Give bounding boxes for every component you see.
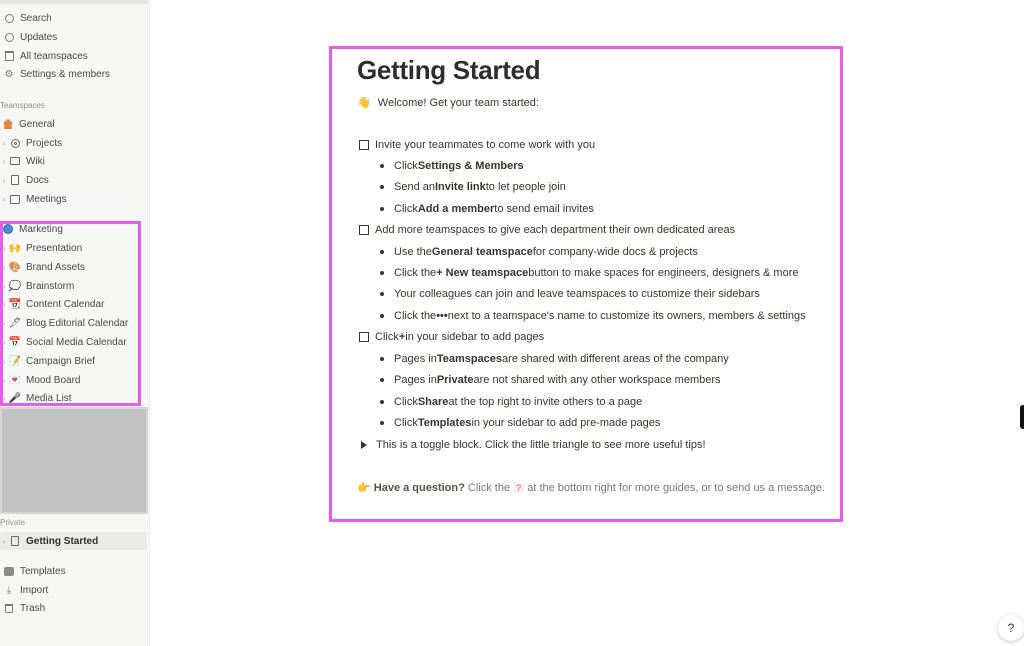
chevron-right-icon[interactable]: › <box>2 156 6 166</box>
page-title[interactable]: Getting Started <box>357 55 541 85</box>
sidebar-item-label: Meetings <box>26 193 67 205</box>
teamspaces-heading: Teamspaces <box>0 101 45 110</box>
chevron-right-icon[interactable]: › <box>2 337 6 347</box>
todo-checkbox[interactable] <box>359 140 369 150</box>
list-text: are shared with different areas of the company <box>502 353 729 365</box>
chevron-right-icon[interactable]: › <box>2 243 6 253</box>
house-icon <box>1 117 15 131</box>
list-text: Click the <box>394 267 437 279</box>
list-text: Send an <box>394 181 435 193</box>
clock-icon <box>2 30 16 44</box>
todo-text: Add more teamspaces to give each department their own dedicated areas <box>375 224 736 236</box>
list-text: are not shared with any other workspace members <box>473 374 721 386</box>
gear-icon: ⚙ <box>4 68 14 80</box>
sidebar-item-label: Projects <box>26 137 63 149</box>
list-text: Pages in <box>394 374 437 386</box>
sidebar-item-label: Media List <box>26 392 72 404</box>
sidebar-item-label: Blog Editorial Calendar <box>26 317 129 329</box>
list-item <box>380 181 566 193</box>
bullet-icon <box>380 357 384 361</box>
palette-icon: 🎨 <box>8 261 22 273</box>
todo-item <box>359 139 595 151</box>
todo-checkbox[interactable] <box>359 225 369 235</box>
list-item <box>380 203 594 215</box>
private-heading: Private <box>0 518 25 527</box>
list-item <box>380 353 729 365</box>
import-icon: ⤓ <box>6 584 12 596</box>
document-icon <box>8 534 22 548</box>
todo-text: in your sidebar to add pages <box>405 331 545 343</box>
list-text: next to a teamspace's name to customize its owners, members & settings <box>447 310 806 322</box>
list-text: Use the <box>394 246 432 258</box>
redacted-area <box>0 407 148 514</box>
sidebar-item-all-teamspaces[interactable] <box>0 47 88 65</box>
welcome-text: Welcome! Get your team started: <box>377 97 539 109</box>
board-icon: 💌 <box>8 374 22 386</box>
list-item <box>380 288 760 300</box>
list-text: Your colleagues can join and leave teamspaces to customize their sidebars <box>394 288 760 300</box>
sidebar-item-trash[interactable] <box>0 599 45 617</box>
calendar-icon: 📆 <box>8 298 22 310</box>
sidebar-item-label: Updates <box>20 31 58 43</box>
list-text-bold: Settings & Members <box>417 160 524 172</box>
bullet-icon <box>380 271 384 275</box>
sidebar-item-updates[interactable] <box>0 28 57 46</box>
chevron-right-icon[interactable]: › <box>2 536 6 546</box>
list-text-bold: Add a member <box>417 203 495 215</box>
sidebar <box>0 0 150 646</box>
bullet-icon <box>380 250 384 254</box>
sidebar-item-label: Brainstorm <box>26 280 75 292</box>
list-text: button to make spaces for engineers, designers & more <box>528 267 799 279</box>
list-item <box>380 417 660 429</box>
ellipsis-icon: ••• <box>436 310 448 322</box>
list-text-bold: + New teamspace <box>436 267 529 279</box>
list-text: Pages in <box>394 353 437 365</box>
chevron-right-icon[interactable]: › <box>2 393 6 403</box>
sidebar-item-label: Trash <box>20 602 46 614</box>
teamspaces-icon <box>2 49 16 63</box>
list-text: to send email invites <box>494 203 594 215</box>
bullet-icon <box>380 207 384 211</box>
edge-marker <box>1020 405 1024 429</box>
list-item <box>380 160 524 172</box>
calendar-icon <box>8 192 22 206</box>
help-hint <box>357 481 825 494</box>
list-item <box>380 310 806 322</box>
sidebar-item-search[interactable] <box>0 9 52 27</box>
todo-item <box>359 331 544 343</box>
bullet-icon <box>380 378 384 382</box>
list-item <box>380 267 798 279</box>
sidebar-top-strip <box>0 0 148 4</box>
list-text-bold: Invite link <box>434 181 486 193</box>
wave-icon: 👋 <box>357 97 371 109</box>
sidebar-item-meetings[interactable] <box>0 190 67 208</box>
sidebar-item-templates[interactable] <box>0 562 66 580</box>
sidebar-item-label: Templates <box>20 565 66 577</box>
sidebar-item-label: Docs <box>26 174 49 186</box>
list-text-bold: Share <box>417 396 449 408</box>
bullet-icon <box>380 185 384 189</box>
trash-icon <box>2 601 16 615</box>
sidebar-item-wiki[interactable] <box>0 152 45 170</box>
calendar-icon: 📅 <box>8 336 22 348</box>
sidebar-item-getting-started[interactable] <box>0 532 147 550</box>
bullet-icon <box>380 314 384 318</box>
list-text: for company-wide docs & projects <box>532 246 698 258</box>
list-text-bold: Teamspaces <box>436 353 503 365</box>
memo-icon: 📝 <box>8 355 22 367</box>
chevron-right-icon[interactable]: › <box>2 299 6 309</box>
help-hint-text: Click the <box>464 482 514 494</box>
toggle-block[interactable] <box>361 439 706 451</box>
list-text: Click <box>394 203 418 215</box>
inline-question-icon: ? <box>513 483 524 493</box>
toggle-triangle-icon[interactable] <box>361 441 367 449</box>
sidebar-item-settings[interactable] <box>0 65 110 83</box>
list-text-bold: Private <box>436 374 474 386</box>
list-text: in your sidebar to add pre-made pages <box>471 417 661 429</box>
bullet-icon <box>380 292 384 296</box>
todo-text: Invite your teammates to come work with you <box>375 139 596 151</box>
chevron-right-icon[interactable]: › <box>2 318 6 328</box>
sidebar-item-label: Import <box>20 584 49 596</box>
chevron-right-icon[interactable]: › <box>2 138 6 148</box>
list-text: Click <box>394 160 418 172</box>
todo-text: Click <box>375 331 399 343</box>
microphone-icon: 🎤 <box>8 392 22 404</box>
pointing-hand-icon: 👉 <box>357 482 371 494</box>
list-text: to let people join <box>485 181 566 193</box>
marketing-highlight-box <box>0 221 141 406</box>
sidebar-item-label: Brand Assets <box>26 261 85 273</box>
help-button[interactable]: ? <box>998 615 1024 641</box>
list-text: Click the <box>394 310 437 322</box>
templates-icon <box>2 564 16 578</box>
todo-item <box>359 224 735 236</box>
pen-icon: 🖋 <box>8 317 22 329</box>
chevron-right-icon[interactable]: › <box>2 375 6 385</box>
sidebar-item-general[interactable] <box>0 115 55 133</box>
sidebar-item-import[interactable] <box>0 581 48 599</box>
sidebar-item-label: Settings & members <box>20 68 111 80</box>
sidebar-item-projects[interactable] <box>0 134 62 152</box>
search-icon <box>2 11 16 25</box>
sidebar-item-label: Marketing <box>19 223 63 235</box>
chevron-right-icon[interactable]: › <box>2 175 6 185</box>
plus-icon: + <box>398 331 406 343</box>
help-hint-bold: Have a question? <box>373 482 465 494</box>
list-text-bold: Templates <box>417 417 472 429</box>
sidebar-item-label: General <box>19 118 55 130</box>
welcome-line <box>357 96 539 109</box>
presentation-icon: 🙌 <box>8 242 22 254</box>
sidebar-item-label: Social Media Calendar <box>26 336 127 348</box>
bullet-icon <box>380 400 384 404</box>
sidebar-item-label: Wiki <box>26 155 45 167</box>
sidebar-item-label: Presentation <box>26 242 83 254</box>
bullet-icon <box>380 421 384 425</box>
chevron-right-icon[interactable]: › <box>2 194 6 204</box>
list-text: Click <box>394 417 418 429</box>
list-item <box>380 374 721 386</box>
target-icon <box>8 136 22 150</box>
sidebar-item-label: Mood Board <box>26 374 81 386</box>
help-hint-text: at the bottom right for more guides, or to send us a message. <box>524 482 825 494</box>
todo-checkbox[interactable] <box>359 332 369 342</box>
speech-bubble-icon: 💭 <box>8 280 22 292</box>
list-text-bold: General teamspace <box>431 246 533 258</box>
bullet-icon <box>380 164 384 168</box>
sidebar-item-label: All teamspaces <box>20 50 88 62</box>
sidebar-item-label: Content Calendar <box>26 298 105 310</box>
chevron-right-icon[interactable]: › <box>2 262 6 272</box>
sidebar-item-label: Campaign Brief <box>26 355 95 367</box>
document-icon <box>8 173 22 187</box>
sidebar-item-docs[interactable] <box>0 171 49 189</box>
chevron-right-icon[interactable]: › <box>2 356 6 366</box>
chevron-right-icon[interactable]: › <box>2 281 6 291</box>
toggle-text: This is a toggle block. Click the little triangle to see more useful tips! <box>376 439 706 451</box>
list-item <box>380 246 698 258</box>
sidebar-item-label: Getting Started <box>26 535 99 547</box>
list-text: Click <box>394 396 418 408</box>
list-text: at the top right to invite others to a page <box>448 396 643 408</box>
sidebar-item-label: Search <box>20 12 52 24</box>
list-item <box>380 396 642 408</box>
book-icon <box>8 154 22 168</box>
